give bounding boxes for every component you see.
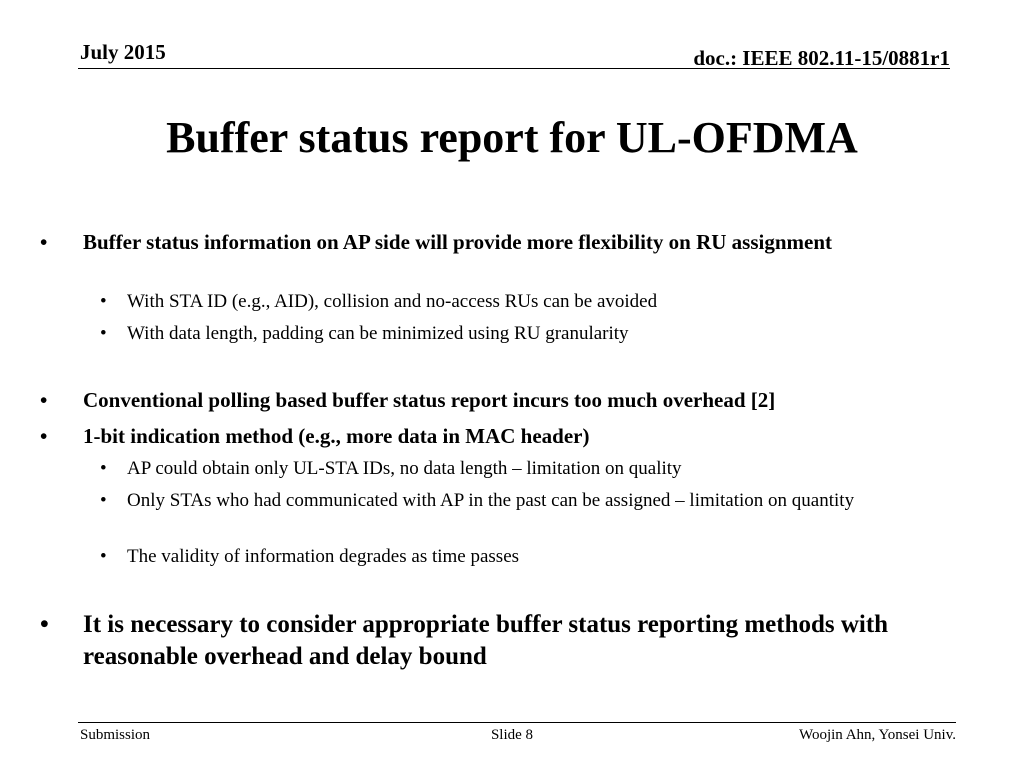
bullet-dot: •	[40, 230, 48, 254]
bullet-dot: •	[40, 424, 48, 448]
sub-bullet-dot: •	[100, 323, 107, 344]
sub-bullet-text: The validity of information degrades as time passes	[127, 546, 520, 567]
header-rule	[78, 68, 950, 69]
bullet-dot: •	[40, 611, 49, 638]
sub-bullet-text: Only STAs who had communicated with AP in the past can be assigned – limitation on quantity	[127, 490, 855, 511]
bullet-text: 1-bit indication method (e.g., more data in MAC header)	[83, 424, 590, 448]
slide-title: Buffer status report for UL-OFDMA	[166, 113, 858, 162]
footer-submission: Submission	[80, 727, 151, 743]
sub-bullet-text: AP could obtain only UL-STA IDs, no data length – limitation on quality	[127, 458, 682, 479]
bullet-dot: •	[40, 388, 48, 412]
sub-bullet-text: With data length, padding can be minimized using RU granularity	[127, 323, 629, 344]
sub-bullet-dot: •	[100, 291, 107, 312]
bullet-text: Conventional polling based buffer status report incurs too much overhead [2]	[83, 388, 776, 412]
bullet-text: It is necessary to consider appropriate buffer status reporting methods with reasonable overhead and delay bound	[83, 611, 889, 670]
sub-bullet-dot: •	[100, 458, 107, 479]
footer-slide-number: Slide 8	[490, 727, 534, 743]
header-date: July 2015	[80, 40, 166, 64]
sub-bullet-dot: •	[100, 490, 107, 511]
sub-bullet-dot: •	[100, 546, 107, 567]
footer-rule	[78, 722, 956, 723]
footer-author: Woojin Ahn, Yonsei Univ.	[798, 727, 956, 743]
header-doc-id: doc.: IEEE 802.11-15/0881r1	[693, 46, 950, 70]
bullet-text: Buffer status information on AP side will provide more flexibility on RU assignment	[83, 230, 833, 254]
sub-bullet-text: With STA ID (e.g., AID), collision and no-access RUs can be avoided	[127, 291, 658, 312]
